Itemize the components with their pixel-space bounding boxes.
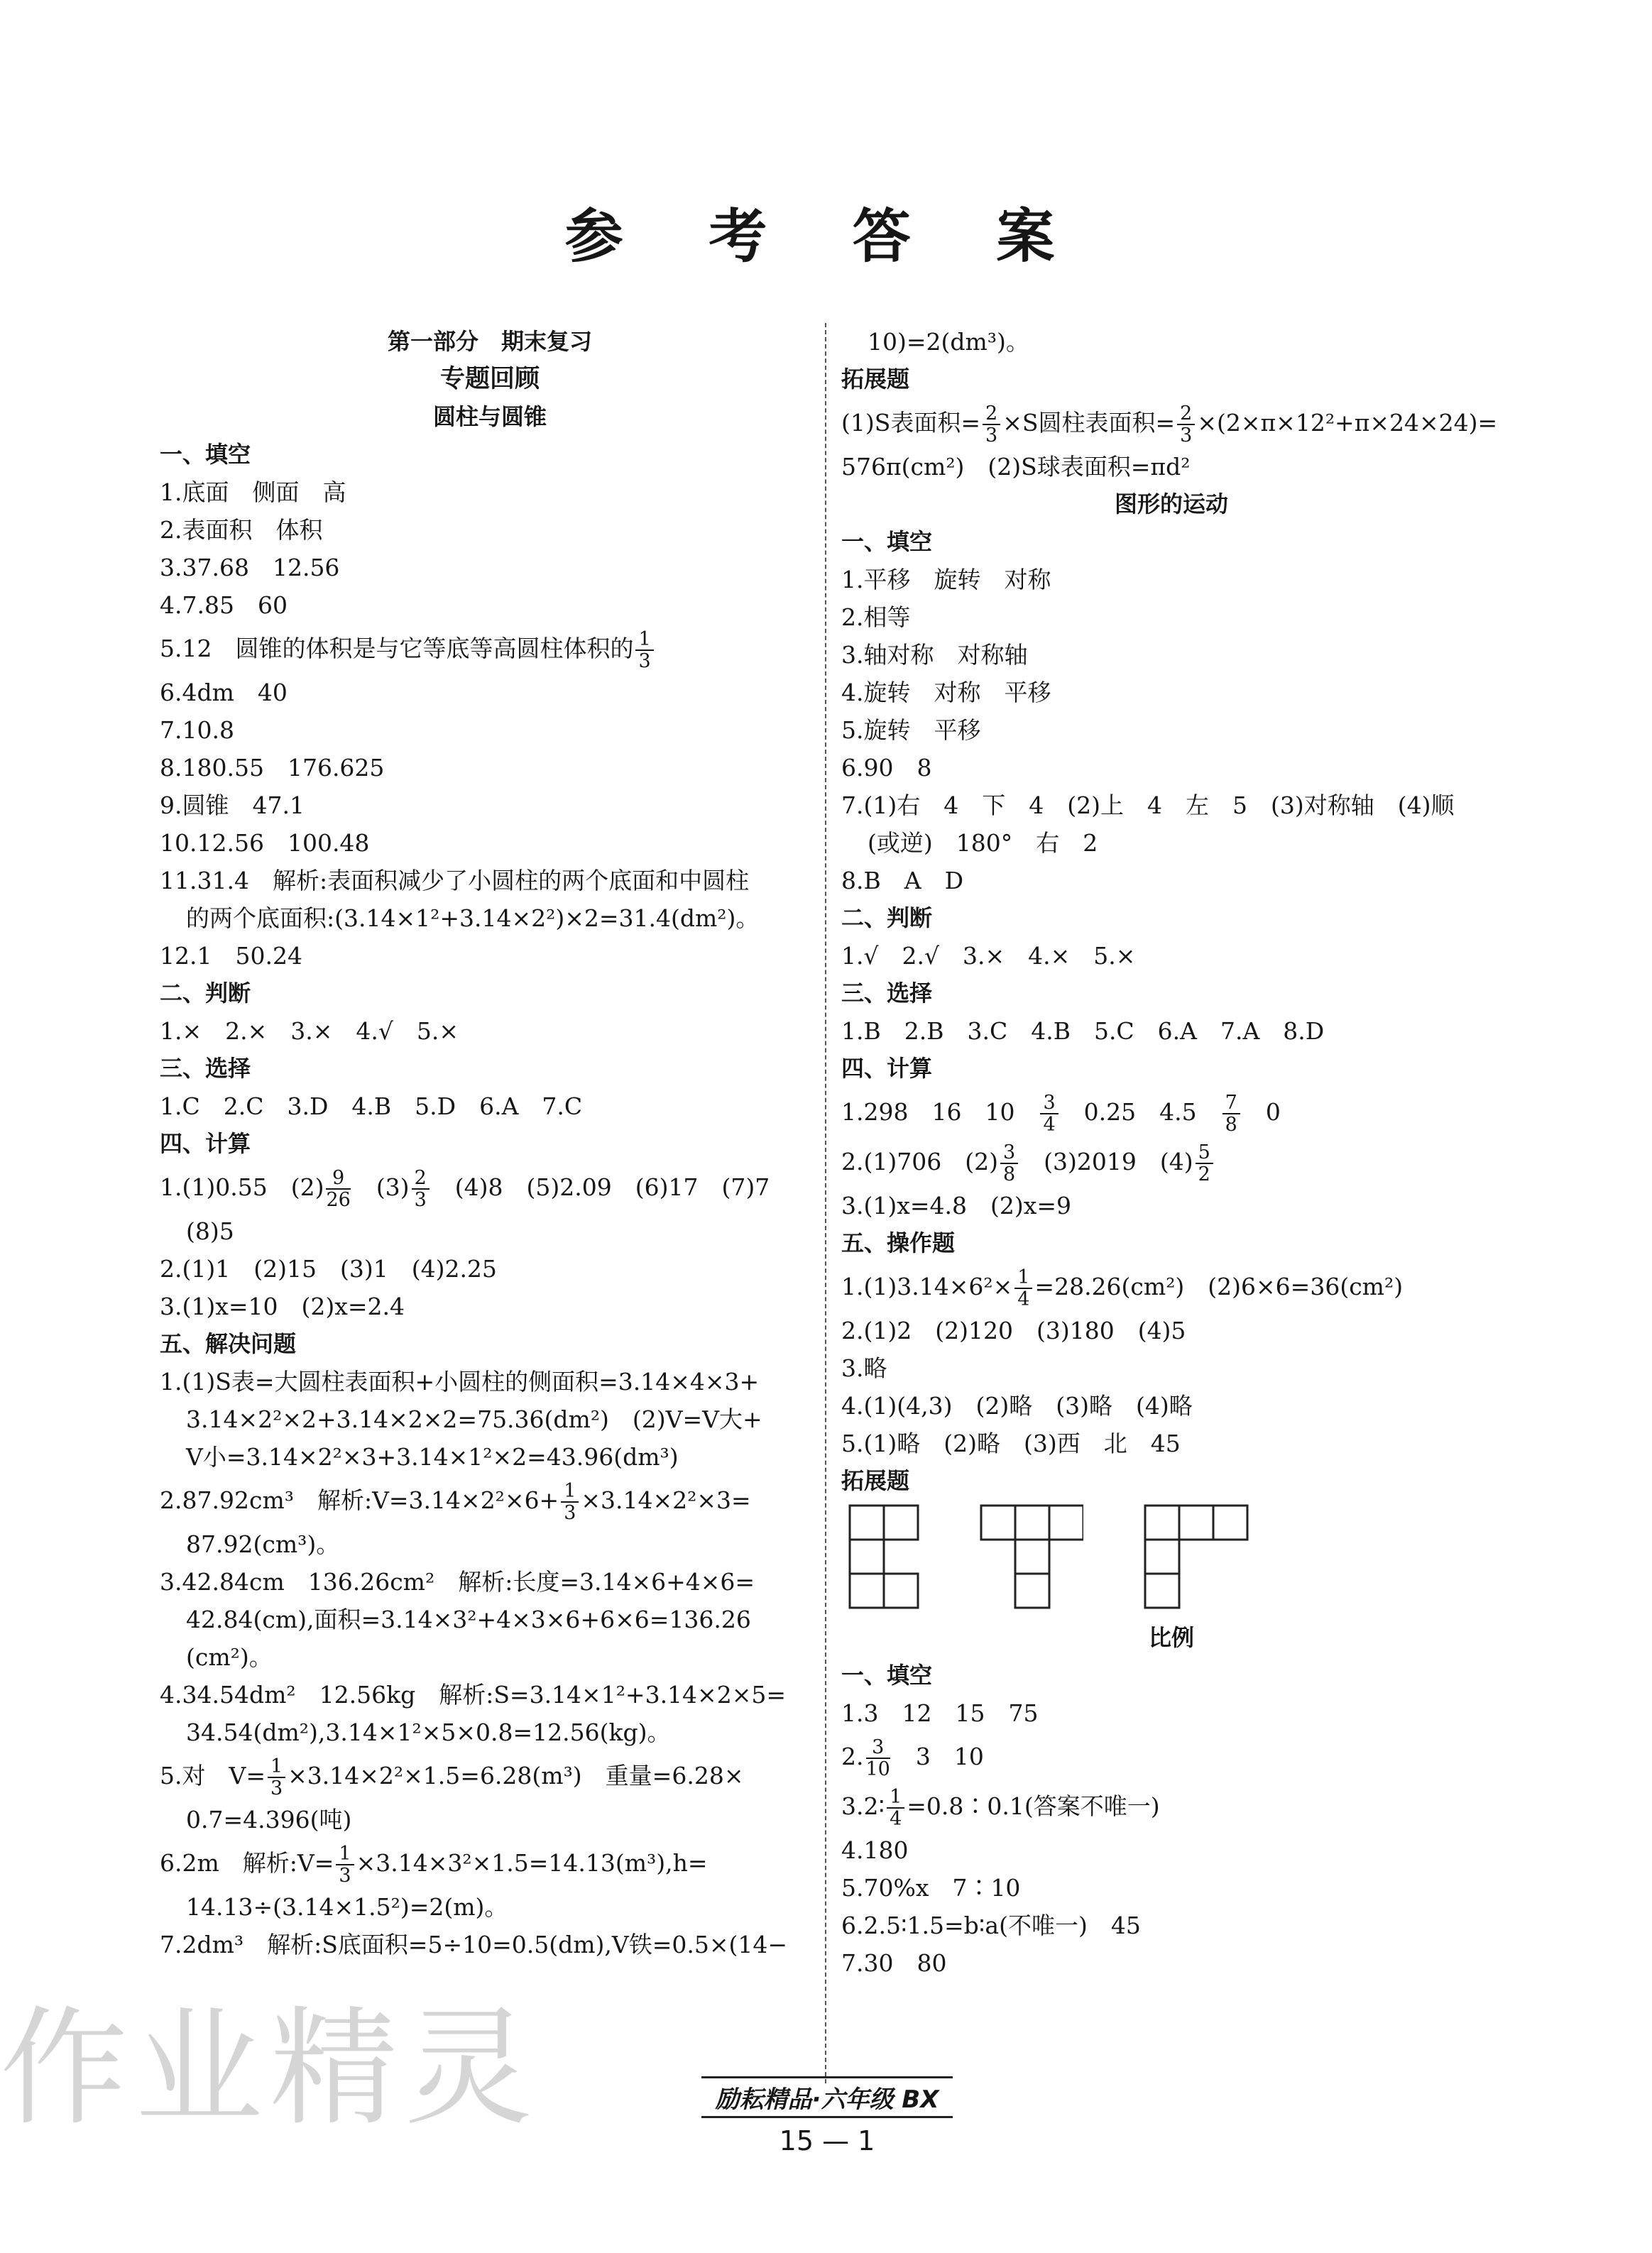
fraction: $\frac{1}{3}$ <box>268 1756 285 1799</box>
answer-line: 7.(1)右 4 下 4 (2)上 4 左 5 (3)对称轴 (4)顺 <box>841 791 1455 819</box>
answer-line: 3.(1)x=10 (2)x=2.4 <box>160 1293 405 1320</box>
answer-line: 7.10.8 <box>160 716 234 744</box>
answer-line: 1.3 12 15 75 <box>841 1699 1039 1727</box>
answer-line: 6.90 8 <box>841 754 932 782</box>
page-number: 15 — 1 <box>779 2125 875 2156</box>
answer-line: 2.(1)706 (2) $\frac{3}{8}$ (3)2019 (4) $\frac{5}{2}$ <box>841 1137 1501 1187</box>
answer-line: 2.(1)2 (2)120 (3)180 (4)5 <box>841 1317 1186 1344</box>
choice-heading: 三、选择 <box>841 980 933 1007</box>
fraction: $\frac{9}{26}$ <box>326 1167 351 1211</box>
answer-line: 3.略 <box>841 1354 887 1382</box>
answer-line: 3.37.68 12.56 <box>160 554 340 581</box>
answer-line: 5.(1)略 (2)略 (3)西 北 45 <box>841 1430 1181 1457</box>
choice-heading: 三、选择 <box>160 1055 251 1082</box>
answer-line: (cm²)。 <box>186 1643 273 1671</box>
fraction: $\frac{7}{8}$ <box>1222 1092 1240 1135</box>
answer-line: 4.34.54dm² 12.56kg 解析:S=3.14×1²+3.14×2×5= <box>160 1681 786 1709</box>
answer-line: 3.14×2²×2+3.14×2×2=75.36(dm²) (2)V=V大+ <box>186 1405 762 1433</box>
operation-heading: 五、操作题 <box>841 1229 956 1256</box>
answer-line: 6.4dm 40 <box>160 679 288 706</box>
fraction: $\frac{1}{3}$ <box>336 1843 354 1886</box>
answer-line: 1.× 2.× 3.× 4.√ 5.× <box>160 1017 459 1045</box>
column-divider <box>825 323 826 2083</box>
ext-heading: 拓展题 <box>841 366 910 393</box>
answer-line: 4.7.85 60 <box>160 591 288 619</box>
net-figure-2 <box>980 1504 1083 1611</box>
footer <box>660 2076 994 2156</box>
fraction: $\frac{2}{3}$ <box>412 1168 430 1210</box>
answer-line: 0.7=4.396(吨) <box>186 1806 352 1833</box>
watermark: 作业精灵 <box>0 1995 540 2143</box>
answer-line: 1.(1)0.55 (2) $\frac{9}{26}$ (3) $\frac{2}{3}$ (4)8 (5)2.09 (6)17 (7)7 <box>160 1167 770 1211</box>
section-heading: 专题回顾 <box>439 365 540 393</box>
answer-line: 5.70%x 7∶10 <box>841 1874 1021 1902</box>
answer-line: 1.(1)S表=大圆柱表面积+小圆柱的侧面积=3.14×4×3+ <box>160 1368 760 1396</box>
answer-line: 3.(1)x=4.8 (2)x=9 <box>841 1192 1071 1219</box>
answer-line: 1.√ 2.√ 3.× 4.× 5.× <box>841 942 1136 970</box>
answer-line: (8)5 <box>186 1217 234 1245</box>
topic-heading: 圆柱与圆锥 <box>432 403 547 430</box>
answer-line: 的两个底面积:(3.14×1²+3.14×2²)×2=31.4(dm²)。 <box>186 904 760 932</box>
left-column <box>160 323 820 1963</box>
answer-line: 6.2.5∶1.5=b∶a(不唯一) 45 <box>841 1912 1141 1939</box>
fill-heading: 一、填空 <box>160 441 251 468</box>
net-figure-3 <box>1144 1504 1281 1611</box>
answer-line: 4.180 <box>841 1836 909 1864</box>
answer-line: 87.92(cm³)。 <box>186 1530 340 1558</box>
answer-line: 8.180.55 176.625 <box>160 754 385 782</box>
answer-line: 7.2dm³ 解析:S底面积=5÷10=0.5(dm),V铁=0.5×(14− <box>160 1931 788 1958</box>
answer-line: 1.平移 旋转 对称 <box>841 566 1051 593</box>
fraction: $\frac{1}{4}$ <box>1014 1267 1032 1310</box>
answer-line: 5.对 V= $\frac{1}{3}$ ×3.14×2²×1.5=6.28(m³) 重量=6.28× <box>160 1755 744 1799</box>
answer-line: 10)=2(dm³)。 <box>868 328 1029 356</box>
net-figure-1 <box>848 1504 919 1611</box>
answer-line: (或逆) 180° 右 2 <box>868 829 1098 857</box>
fill-heading: 一、填空 <box>841 528 933 555</box>
right-column <box>841 323 1501 1982</box>
answer-line: (1)S表面积= $\frac{2}{3}$ ×S圆柱表面积= $\frac{2}{3}$ ×(2×π×12²+π×24×24)= <box>841 402 1498 446</box>
answer-line: 14.13÷(3.14×1.5²)=2(m)。 <box>186 1893 508 1921</box>
answer-line: 34.54(dm²),3.14×1²×5×0.8=12.56(kg)。 <box>186 1718 671 1746</box>
solve-heading: 五、解决问题 <box>160 1330 297 1357</box>
answer-line: 7.30 80 <box>841 1949 947 1977</box>
fraction: $\frac{1}{3}$ <box>561 1481 579 1523</box>
judge-heading: 二、判断 <box>160 980 251 1007</box>
answer-line: 3.2∶ $\frac{1}{4}$ =0.8∶0.1(答案不唯一) <box>841 1786 1160 1830</box>
page-title: 参 考 答 案 <box>564 202 1088 270</box>
brand-label: 励耘精品·六年级 BX <box>701 2076 953 2118</box>
judge-heading: 二、判断 <box>841 904 933 931</box>
fraction: $\frac{2}{3}$ <box>983 403 1000 446</box>
answer-line: 2.表面积 体积 <box>160 516 323 544</box>
part-heading: 第一部分 期末复习 <box>387 328 592 355</box>
fraction: $\frac{3}{8}$ <box>1000 1142 1018 1185</box>
answer-line: 5.12 圆锥的体积是与它等底等高圆柱体积的 $\frac{1}{3}$ <box>160 624 820 674</box>
answer-line: 4.旋转 对称 平移 <box>841 679 1051 706</box>
answer-line: 8.B A D <box>841 867 964 894</box>
answer-line: 6.2m 解析:V= $\frac{1}{3}$ ×3.14×3²×1.5=14.13(m³),h= <box>160 1843 708 1887</box>
fraction: $\frac{5}{2}$ <box>1196 1142 1213 1185</box>
fraction: $\frac{2}{3}$ <box>1177 403 1195 446</box>
calc-heading: 四、计算 <box>160 1130 251 1157</box>
fraction: $\frac{1}{3}$ <box>635 629 653 671</box>
answer-line: 1.底面 侧面 高 <box>160 478 346 506</box>
answer-line: 1.C 2.C 3.D 4.B 5.D 6.A 7.C <box>160 1092 583 1120</box>
answer-line: 1.(1)3.14×6²× $\frac{1}{4}$ =28.26(cm²) (2)6×6=36(cm²) <box>841 1266 1404 1310</box>
answer-line: 3.42.84cm 136.26cm² 解析:长度=3.14×6+4×6= <box>160 1568 755 1596</box>
fraction: $\frac{1}{4}$ <box>887 1787 904 1829</box>
ext-heading-2: 拓展题 <box>841 1467 910 1494</box>
calc-heading: 四、计算 <box>841 1055 933 1082</box>
answer-line: 2.相等 <box>841 603 911 631</box>
answer-line: 12.1 50.24 <box>160 942 302 970</box>
answer-line: 11.31.4 解析:表面积减少了小圆柱的两个底面和中圆柱 <box>160 867 750 894</box>
answer-line: 5.旋转 平移 <box>841 716 981 744</box>
fraction: $\frac{3}{4}$ <box>1040 1092 1058 1135</box>
answer-line: 42.84(cm),面积=3.14×3²+4×3×6+6×6=136.26 <box>186 1606 751 1633</box>
answer-line: 2. $\frac{3}{10}$ 3 10 <box>841 1736 984 1780</box>
answer-line: 1.298 16 10 $\frac{3}{4}$ 0.25 4.5 $\frac{7}{8}$ 0 <box>841 1092 1281 1136</box>
answer-line: V小=3.14×2²×3+3.14×1²×2=43.96(dm³) <box>186 1443 679 1471</box>
fill-heading: 一、填空 <box>841 1662 933 1689</box>
answer-line: 2.87.92cm³ 解析:V=3.14×2²×6+ $\frac{1}{3}$ ×3.14×2²×3= <box>160 1480 751 1524</box>
answer-line: 1.B 2.B 3.C 4.B 5.C 6.A 7.A 8.D <box>841 1017 1325 1045</box>
topic-heading: 图形的运动 <box>1114 490 1228 517</box>
answer-line: 4.(1)(4,3) (2)略 (3)略 (4)略 <box>841 1392 1193 1420</box>
answer-line: 10.12.56 100.48 <box>160 829 370 857</box>
fraction: $\frac{3}{10}$ <box>865 1736 890 1780</box>
answer-line: 3.轴对称 对称轴 <box>841 641 1028 669</box>
answer-line: 9.圆锥 47.1 <box>160 791 305 819</box>
answer-line: 2.(1)1 (2)15 (3)1 (4)2.25 <box>160 1255 497 1283</box>
cube-net-figures <box>848 1504 1501 1611</box>
topic-heading: 比例 <box>1148 1624 1194 1651</box>
answer-line: 576π(cm²) (2)S球表面积=πd² <box>841 453 1191 481</box>
